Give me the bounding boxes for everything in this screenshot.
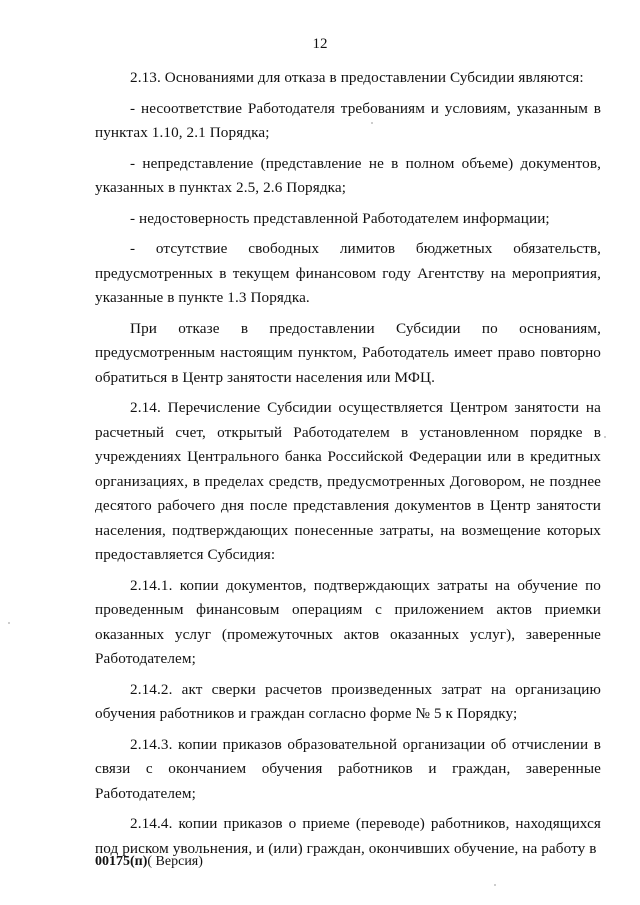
list-item-inaccuracy: - недостоверность представленной Работодателем информации; bbox=[130, 209, 550, 227]
list-item-nonsubmission: - непредставление (представление не в полном объеме) документов, указанных в пунктах 2.5, 2.6 Порядка; bbox=[95, 154, 601, 196]
version-label: ( Версия) bbox=[147, 854, 203, 869]
scan-speck bbox=[494, 884, 496, 886]
page-number: 12 bbox=[312, 36, 328, 52]
scan-speck bbox=[604, 436, 606, 438]
scan-speck bbox=[371, 122, 373, 124]
document-code: 00175(п) bbox=[95, 854, 148, 869]
paragraph-2-13: 2.13. Основаниями для отказа в предоставлении Субсидии являются: bbox=[130, 69, 584, 86]
paragraph-2-14-3: 2.14.3. копии приказов образовательной организации об отчислении в связи с окончанием обучения работников и граждан, заверенные Работодателем; bbox=[95, 735, 601, 802]
paragraph-2-14: 2.14. Перечисление Субсидии осуществляется Центром занятости на расчетный счет, открытый Работодателем в установленном порядке в учреждениях Центрального банка Российской Федерации или в кредитных организациях, в пределах средств, предусмотренных Договором, не позднее десятого рабочего дня после представления документов в Центр занятости населения, подтверждающих понесенные затраты, на возмещение которых предоставляется Субсидия: bbox=[95, 399, 601, 563]
paragraph-refusal-appeal: При отказе в предоставлении Субсидии по основаниям, предусмотренным настоящим пунктом, Работодатель имеет право повторно обратиться в Центр занятости населения или МФЦ. bbox=[95, 319, 601, 386]
scan-speck bbox=[8, 622, 10, 624]
list-item-nonconformity: - несоответствие Работодателя требованиям и условиям, указанным в пунктах 1.10, 2.1 Порядка; bbox=[95, 99, 601, 141]
document-body bbox=[95, 66, 601, 867]
paragraph-2-14-2: 2.14.2. акт сверки расчетов произведенных затрат на организацию обучения работников и граждан согласно форме № 5 к Порядку; bbox=[95, 680, 601, 722]
document-footer bbox=[95, 854, 203, 870]
list-item-no-limits: - отсутствие свободных лимитов бюджетных обязательств, предусмотренных в текущем финансовом году Агентству на мероприятия, указанные в пункте 1.3 Порядка. bbox=[95, 240, 601, 306]
paragraph-2-14-4: 2.14.4. копии приказов о приеме (переводе) работников, находящихся под риском увольнения, и (или) граждан, окончивших обучение, на работу в bbox=[95, 815, 601, 857]
paragraph-2-14-1: 2.14.1. копии документов, подтверждающих затраты на обучение по проведенным финансовым операциям с приложением актов приемки оказанных услуг (промежуточных актов оказанных услуг), заверенные Работодателем; bbox=[95, 576, 601, 667]
